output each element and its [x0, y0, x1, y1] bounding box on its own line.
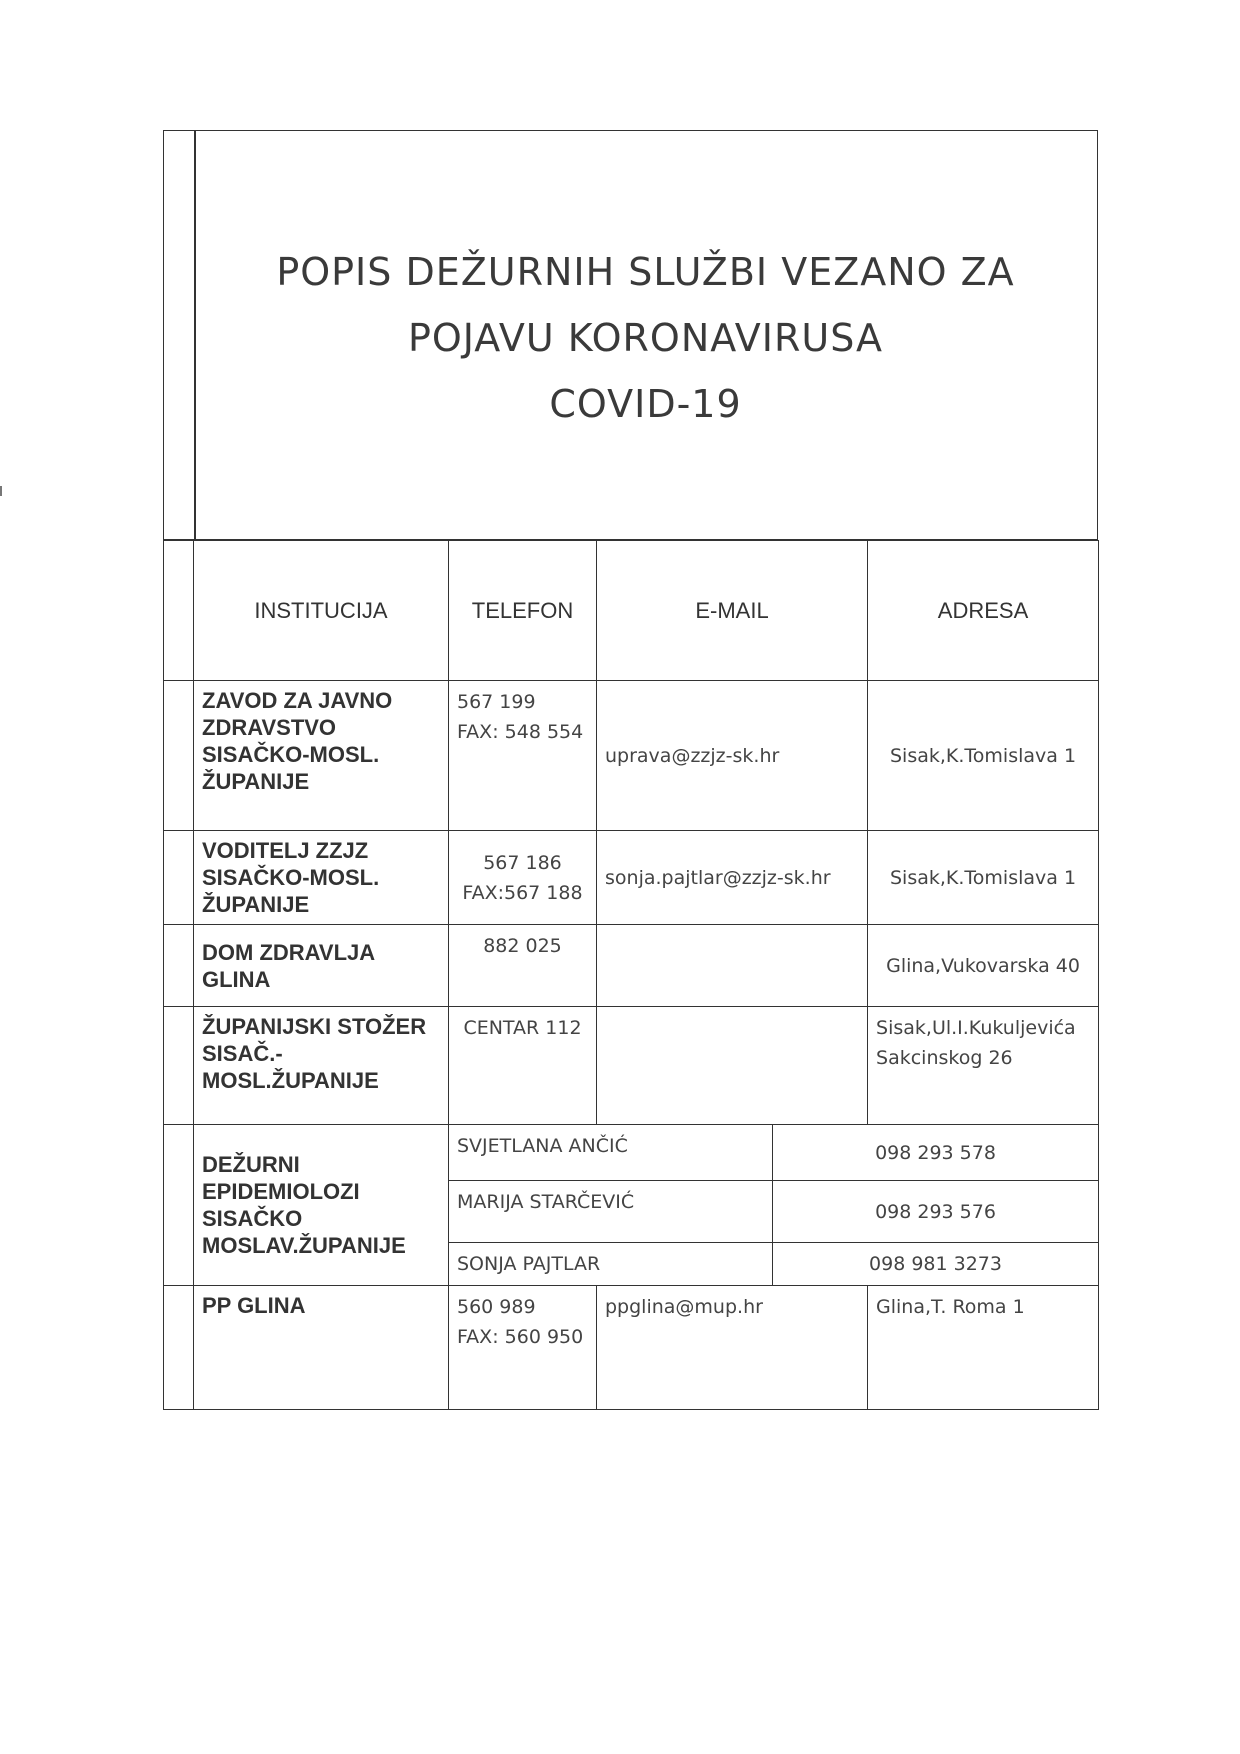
- phone-cell: [449, 681, 597, 831]
- institution-cell: ŽUPANIJSKI STOŽER SISAČ.-MOSL.ŽUPANIJE: [194, 1007, 449, 1125]
- title-box: [163, 130, 1098, 540]
- margin-cell: [164, 1286, 194, 1410]
- phone-cell: [449, 831, 597, 925]
- header-phone: TELEFON: [449, 541, 597, 681]
- margin-cell: [164, 1125, 194, 1286]
- email-cell: [597, 1007, 868, 1125]
- phone-cell: 882 025: [449, 925, 597, 1007]
- margin-cell: [164, 831, 194, 925]
- table-row: [164, 831, 1099, 925]
- phone-number: 567 199: [457, 691, 536, 713]
- institution-cell: PP GLINA: [194, 1286, 449, 1410]
- epidemiologist-name: SVJETLANA ANČIĆ: [449, 1125, 773, 1181]
- margin-cell: [164, 925, 194, 1007]
- document-frame: [163, 130, 1100, 1414]
- table-row: [164, 1007, 1099, 1125]
- email-cell: [597, 925, 868, 1007]
- address-cell: Glina,T. Roma 1: [868, 1286, 1099, 1410]
- email-cell: ppglina@mup.hr: [597, 1286, 868, 1410]
- address-cell: Sisak,K.Tomislava 1: [868, 831, 1099, 925]
- institution-cell: ZAVOD ZA JAVNO ZDRAVSTVO SISAČKO-MOSL. ŽUPANIJE: [194, 681, 449, 831]
- institution-cell: VODITELJ ZZJZ SISAČKO-MOSL. ŽUPANIJE: [194, 831, 449, 925]
- institution-cell: DEŽURNI EPIDEMIOLOZI SISAČKO MOSLAV.ŽUPANIJE: [194, 1125, 449, 1286]
- epidemiologist-phone: 098 981 3273: [773, 1243, 1099, 1286]
- table-row: [164, 681, 1099, 831]
- header-address: ADRESA: [868, 541, 1099, 681]
- margin-cell: [164, 541, 194, 681]
- margin-cell: [164, 681, 194, 831]
- margin-cell: [164, 1007, 194, 1125]
- epidemiologist-phone: 098 293 578: [773, 1125, 1099, 1181]
- fax-number: FAX: 560 950: [457, 1326, 584, 1348]
- email-cell: uprava@zzjz-sk.hr: [597, 681, 868, 831]
- header-email: E-MAIL: [597, 541, 868, 681]
- scan-edge-mark: [0, 486, 2, 496]
- email-cell: sonja.pajtlar@zzjz-sk.hr: [597, 831, 868, 925]
- table-row: [164, 925, 1099, 1007]
- fax-number: FAX: 548 554: [457, 721, 584, 743]
- title-line-2: POJAVU KORONAVIRUSA: [407, 316, 884, 360]
- epidemiologist-name: SONJA PAJTLAR: [449, 1243, 773, 1286]
- epidemiologist-row: [164, 1125, 1099, 1181]
- header-row: [164, 541, 1099, 681]
- phone-number: 560 989: [457, 1296, 536, 1318]
- epidemiologist-phone: 098 293 576: [773, 1181, 1099, 1243]
- address-cell: Sisak,Ul.I.Kukuljevića Sakcinskog 26: [868, 1007, 1099, 1125]
- title-line-1: POPIS DEŽURNIH SLUŽBI VEZANO ZA: [276, 250, 1015, 294]
- document-title: [194, 239, 1097, 437]
- phone-cell: CENTAR 112: [449, 1007, 597, 1125]
- institution-cell: DOM ZDRAVLJA GLINA: [194, 925, 449, 1007]
- table-row: [164, 1286, 1099, 1410]
- address-cell: Sisak,K.Tomislava 1: [868, 681, 1099, 831]
- phone-cell: [449, 1286, 597, 1410]
- duty-services-table: [163, 540, 1099, 1410]
- header-institution: INSTITUCIJA: [194, 541, 449, 681]
- fax-number: FAX:567 188: [462, 881, 583, 904]
- title-line-3: COVID-19: [549, 382, 742, 426]
- phone-number: 567 186: [483, 851, 562, 874]
- epidemiologist-name: MARIJA STARČEVIĆ: [449, 1181, 773, 1243]
- address-cell: Glina,Vukovarska 40: [868, 925, 1099, 1007]
